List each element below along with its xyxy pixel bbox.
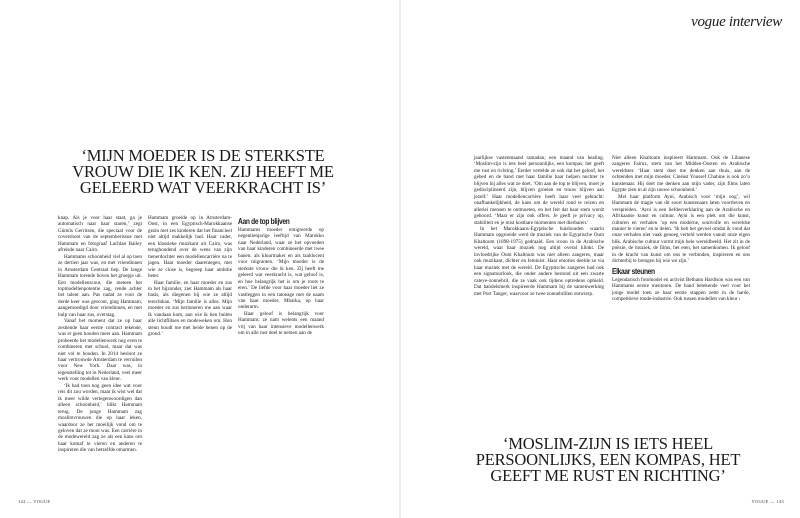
paragraph: In het Marokkaans-Egyptische huishouden waarin Hammam opgroeide werd de muziek van de Egyptische Oum Khaltoum (1898-1975) gedraaid. Een icoon in de Arabische wereld, waar haar muziek nog altijd overal klinkt. De invloedrijke Oum Khaltoum was niet alleen zangeres, maar ook muzikant, dichter en feminist. Haar emoties deelde ze via haar muziek met de wereld. De Egyptische zangeres had ook een signatuurlook, die onder andere bestond uit een zwarte cateye-zonnebril, die ze vaak ook tijdens optredens ophield. Dat handelsmerk inspireerde Hammam bij de samenwerking met Port Tanger, waarvoor ze twee zonnebrillen ontwierp. bbox=[474, 225, 604, 297]
subheading: Elkaar steunen bbox=[612, 265, 655, 276]
article-column-5 bbox=[612, 155, 750, 303]
paragraph: Haar geloof is belangrijk voor Hammam; ze nam welents een maand vrij van haar intensieve modellenwerk om in alle rust deel te nemen aan de bbox=[238, 310, 324, 337]
paragraph: Haar familie, en haar moeder en zus in het bijzonder, ziet Hammam als haar basis, als diegenen bij wie ze altijd terechtkan. ‘Mijn familie is alles. Mijn moeder en zus herinneren me aan waar ik vandaan kom, aan wie ik ben buiten alle lichtflitsen en modeweken om. Hun steun houdt me met beide benen op de grond.’ bbox=[148, 279, 232, 338]
paragraph: Legendarisch fotomodel en activist Bethann Hardison was een van Hammams eerste mentoren. De band betekende veel voor het jonge model toen ze haar eerste stappen zette in de harde, competitieve mode-industrie. Ook tussen modellen van kleur › bbox=[612, 276, 750, 303]
article-column-1 bbox=[58, 215, 142, 454]
pull-quote: ‘MOSLIM-ZIJN IS IETS HEEL PERSOONLIJKS, EEN KOMPAS, HET GEEFT ME RUST EN RICHTING’ bbox=[475, 434, 741, 485]
paragraph: Hammams schoonheid viel al op toen ze dertien jaar was, en met vriendinnen in Amsterdam Centraal liep. De lange Hammam torende boven het groepje uit. Een modellenscout, die meteen het topmodellenpotentie zag, rende achter het talent aan. Pas nadat ze voor de derde keer was gescout, ging Hammam, aangemoedigd door vriendinnen, en met hulp van haar zus, overstag. bbox=[58, 253, 142, 318]
page-number-right: VOGUE — 143 bbox=[751, 499, 784, 504]
article-column-4 bbox=[474, 155, 604, 297]
paragraph: ‘Ik had toen nog geen idee wat voor reis dit zou worden, maar ik wist wel dat ik meer wilde vertegenwoordigen dan alleen schoonheid,’ blikt Hammam terug. De jonge Hammam zag moslimvrouwen die op haar leken, waardoor ze het moeilijk vond om te geloven dat ze mooi was. Een carrière in de modewereld zag ze als een kans om haar komaf te vieren en anderen te inspireren die van hetzelfde omarmen. bbox=[58, 382, 142, 454]
paragraph: Niet alleen Khaltoum inspireert Hammam. Ook de Libanese zangeres Fairuz, stem van het Midden-Oosten en Arabische wereldster. ‘Haar stem doet me denken aan thuis, aan de ochtenden met mijn moeder. Cinéast Youssef Chahine is ook zo’n kunstenaar. Hij doet me denken aan mijn vader, zijn films laten Egypte zien in al zijn rauwe schoonheid.’ bbox=[612, 155, 750, 194]
subheading: Aan de top blijven bbox=[238, 216, 290, 226]
article-column-2 bbox=[148, 215, 232, 338]
right-page bbox=[400, 0, 800, 518]
section-tag: vogue interview bbox=[691, 14, 782, 30]
page-number-left: 142 — VOGUE bbox=[18, 499, 51, 504]
article-column-3 bbox=[238, 215, 324, 337]
paragraph: jaarlijkse vastenmaand ramadan; een maand van healing. ‘Moslim-zijn is iets heel persoonlijks, een kompas, het geeft me rust en richting.’ Eerder vertelde ze ook dat het geloof, het gebed en de band met haar familie haar helpen nuchter te blijven bij alles wat ze doet. ‘Om aan de top te blijven, moet je gedisciplineerd zijn, blijven groeien en trouw blijven aan jezelf.’ Haar modellencarrière heeft haar veel gebracht: onafhankelijkheid, de kans om de wereld rond te reizen en allerlei mensen te ontmoeten, en het feit dat haar stem wordt gehoord. ‘Maar er zijn ook offers. Je geeft je privacy op, stabiliteit en je mist kostbare momenten met dierbaren.’ bbox=[474, 155, 604, 226]
paragraph: Met haar platform Ayni, Arabisch voor ‘mijn oog’, wil Hammam de magie van dit soort kunstenaars laten voortleven en verspreiden. ‘Ayni is een liefdesverklaring aan de Arabische en Afrikaanse kunst en cultuur. Ayni is een plek om die kunst, culturen en verhalen ’op een moderne, soulvolle en wereldse manier te vieren’ en te delen. ‘Ik heb het gevoel omdat ik vond dat onze verhalen niet vaak genoeg verteld werden vanuit onze eigen blik. Arabische cultuur vormt mijn hele wereldbeeld. Het zit in de poëzie, de muziek, de films, het eten, het samenkomen. Ik geloof in de kracht van kunst om ons te verbinden, inspireren en ons dichterbij te brengen bij wie we zijn.’ bbox=[612, 193, 750, 265]
paragraph: knap. Als je voor haar staat, ga je automatisch naar haar staren,’ zegt Gümüs Gerritsen, die speciaal voor de covershoot van de septemberissue met Hammam en fotograaf Lachlan Bailey afreisde naar Cairo. bbox=[58, 215, 142, 254]
paragraph: Hammam groeide op in Amsterdam-Oost, in een Egyptisch-Marokkaanse gezin met zes kinderen dat het financieel niet altijd makkelijk had. Haar vader, een klassieke muzikant uit Cairo, was terughoudend over de wens van zijn tienerdochter een modellencarrière na te jagen. Haar moeder daarentegen, met wie ze close is, begreep haar ambitie beter. bbox=[148, 215, 232, 280]
paragraph: Hammams moeder emigreerde op negentienjarige leeftijd van Marokko naar Nederland, waar ze het opvoeden van haar kinderen combineerde met twee banen: als kluurmaker en als taaldocent voor migranten. ‘Mijn moeder is de sterkste vrouw die ik ken. Zij heeft me geleerd wat veerkracht is, wat geloof is, en hoe belangrijk het is om je roots te eren.’ De liefde voor haar moeder liet ze vastleggen in een tatoeage met de naam van haar moeder, Mbarka, op haar onderarm. bbox=[238, 227, 324, 311]
paragraph: Vanaf het moment dat ze op haar zestiende haar eerste contract tekende, was er geen houden meer aan. Hammam probeerde het modellenwerk nog even te combineren met school, maar dat was niet vol te houden. In 2014 besloot ze haar vertrouwde Amsterdam te verruilen voor New York. Daar was, in tegenstelling tot in Nederland, veel meer werk voor modellen van kleur. bbox=[58, 318, 142, 383]
headline-quote: ‘MIJN MOEDER IS DE STERKSTE VROUW DIE IK KEN. ZIJ HEEFT ME GELEERD WAT VEERKRACHT IS’ bbox=[72, 146, 334, 197]
